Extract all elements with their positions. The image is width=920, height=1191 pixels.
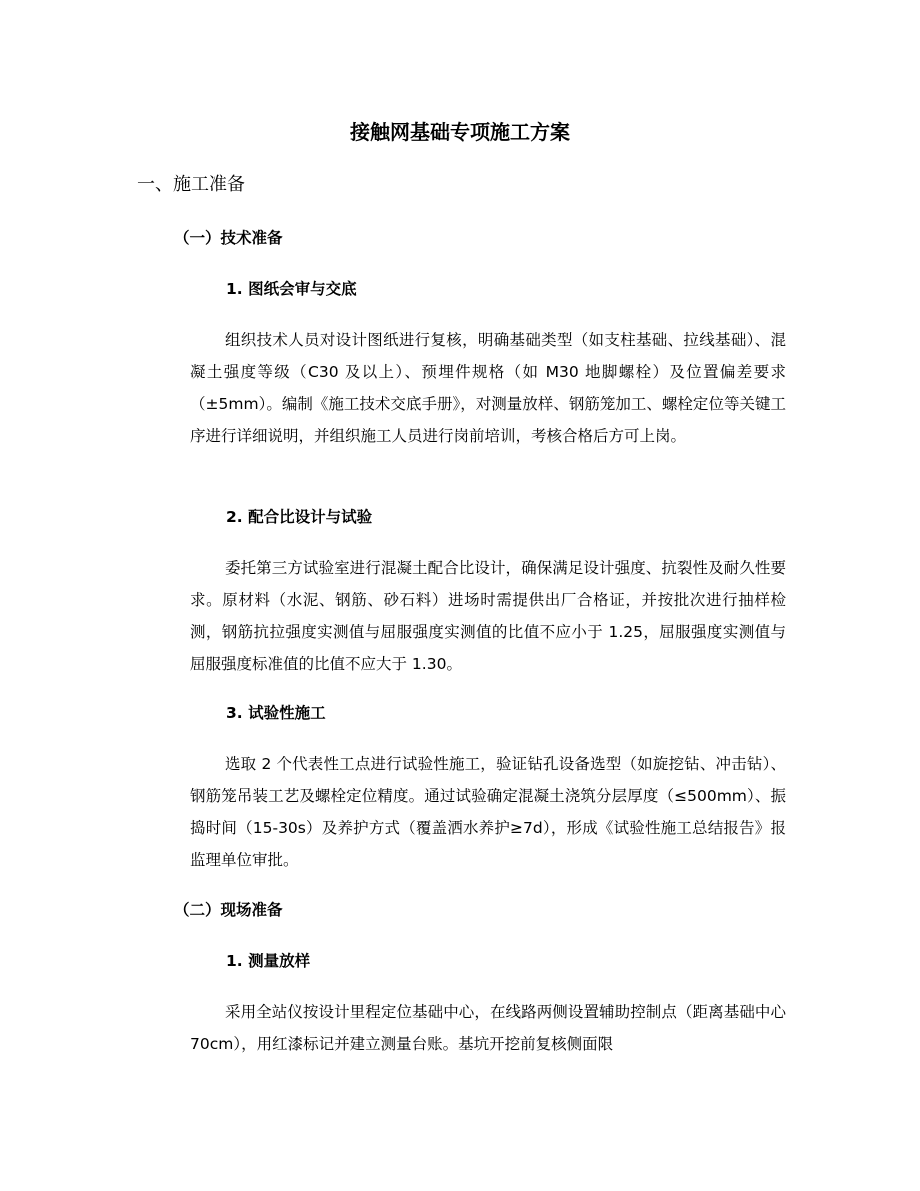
paragraph-trial-construction: 选取 2 个代表性工点进行试验性施工，验证钻孔设备选型（如旋挖钻、冲击钻）、钢筋笼吊装工艺及螺栓定位精度。通过试验确定混凝土浇筑分层厚度（≤500mm）、振捣时间（15-30s）及养护方式（覆盖洒水养护≥7d），形成《试验性施工总结报告》报监理单位审批。 bbox=[190, 755, 786, 869]
item-heading-mix-design: 2. 配合比设计与试验 bbox=[226, 508, 373, 526]
subsection-heading-site: （二）现场准备 bbox=[174, 901, 283, 919]
paragraph-drawing-review: 组织技术人员对设计图纸进行复核，明确基础类型（如支柱基础、拉线基础）、混凝土强度等级（C30 及以上）、预埋件规格（如 M30 地脚螺栓）及位置偏差要求（±5mm）。编制《施工技术交底手册》，对测量放样、钢筋笼加工、螺栓定位等关键工序进行详细说明，并组织施工人员进行岗前培训，考核合格后方可上岗。 bbox=[190, 331, 786, 445]
item-heading-drawing-review: 1. 图纸会审与交底 bbox=[226, 280, 357, 298]
document-title: 接触网基础专项施工方案 bbox=[350, 120, 570, 144]
subsection-heading-technical: （一）技术准备 bbox=[174, 229, 283, 247]
item-heading-survey-layout: 1. 测量放样 bbox=[226, 952, 311, 970]
paragraph-survey-layout: 采用全站仪按设计里程定位基础中心，在线路两侧设置辅助控制点（距离基础中心 70cm），用红漆标记并建立测量台账。基坑开挖前复核侧面限 bbox=[190, 1003, 786, 1053]
section-heading-preparation: 一、施工准备 bbox=[137, 174, 245, 195]
item-heading-trial-construction: 3. 试验性施工 bbox=[226, 704, 326, 722]
paragraph-mix-design: 委托第三方试验室进行混凝土配合比设计，确保满足设计强度、抗裂性及耐久性要求。原材料（水泥、钢筋、砂石料）进场时需提供出厂合格证，并按批次进行抽样检测，钢筋抗拉强度实测值与屈服强度实测值的比值不应小于 1.25，屈服强度实测值与屈服强度标准值的比值不应大于 1.30。 bbox=[190, 559, 786, 673]
